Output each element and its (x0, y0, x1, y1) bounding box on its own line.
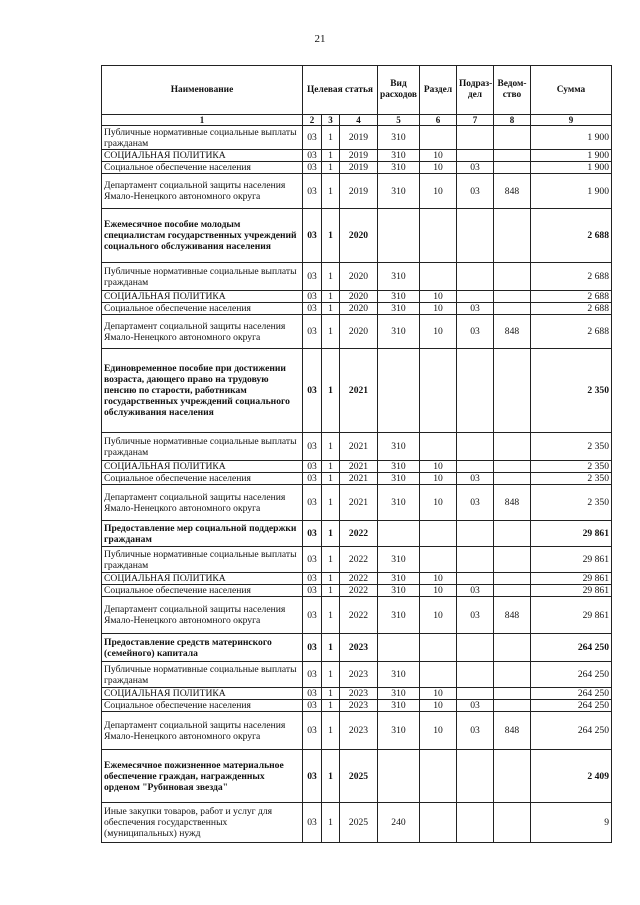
header-target: Целевая статья (303, 66, 378, 115)
row-name: Ежемесячное пособие молодым специалистам государственных учреждений социального обслуживания населения (102, 209, 303, 263)
row-amount: 264 250 (531, 712, 612, 750)
table-row (102, 263, 612, 291)
table-row (102, 174, 612, 209)
row-target-part3: 2022 (340, 573, 378, 585)
table-row (102, 303, 612, 315)
row-target-part3: 2022 (340, 521, 378, 547)
row-target-part3: 2019 (340, 150, 378, 162)
table-row (102, 485, 612, 521)
row-target-part1: 03 (303, 303, 322, 315)
table-row (102, 315, 612, 349)
row-department (494, 150, 531, 162)
row-name: СОЦИАЛЬНАЯ ПОЛИТИКА (102, 688, 303, 700)
table-row (102, 433, 612, 461)
row-target-part3: 2021 (340, 473, 378, 485)
row-target-part2: 1 (322, 461, 340, 473)
row-target-part2: 1 (322, 521, 340, 547)
row-name: Департамент социальной защиты населения Ямало-Ненецкого автономного округа (102, 174, 303, 209)
row-name: Социальное обеспечение населения (102, 303, 303, 315)
row-amount: 2 688 (531, 303, 612, 315)
row-target-part2: 1 (322, 688, 340, 700)
row-department (494, 547, 531, 573)
row-name: Ежемесячное пожизненное материальное обеспечение граждан, награжденных орденом "Рубиновая звезда" (102, 750, 303, 803)
row-amount: 29 861 (531, 547, 612, 573)
row-department: 848 (494, 485, 531, 521)
row-department (494, 162, 531, 174)
row-target-part2: 1 (322, 662, 340, 688)
row-expense-type: 310 (378, 315, 420, 349)
column-number: 2 (303, 115, 322, 126)
row-target-part3: 2023 (340, 700, 378, 712)
row-department (494, 461, 531, 473)
row-target-part3: 2020 (340, 263, 378, 291)
row-expense-type (378, 521, 420, 547)
row-name: Предоставление мер социальной поддержки гражданам (102, 521, 303, 547)
row-section (420, 803, 457, 843)
table-row (102, 688, 612, 700)
row-target-part2: 1 (322, 263, 340, 291)
row-name: Публичные нормативные социальные выплаты гражданам (102, 547, 303, 573)
row-amount: 2 688 (531, 209, 612, 263)
row-amount: 1 900 (531, 126, 612, 150)
row-name: Публичные нормативные социальные выплаты гражданам (102, 263, 303, 291)
row-target-part2: 1 (322, 473, 340, 485)
row-name: Иные закупки товаров, работ и услуг для обеспечения государственных (муниципальных) нужд (102, 803, 303, 843)
column-number: 8 (494, 115, 531, 126)
column-number: 4 (340, 115, 378, 126)
row-subsection (457, 126, 494, 150)
row-target-part3: 2023 (340, 688, 378, 700)
row-expense-type: 310 (378, 303, 420, 315)
row-name: Социальное обеспечение населения (102, 473, 303, 485)
row-target-part3: 2019 (340, 162, 378, 174)
row-amount: 2 350 (531, 349, 612, 433)
row-department (494, 573, 531, 585)
row-subsection: 03 (457, 712, 494, 750)
row-name: Публичные нормативные социальные выплаты гражданам (102, 433, 303, 461)
table-row (102, 597, 612, 634)
row-target-part2: 1 (322, 349, 340, 433)
row-section (420, 750, 457, 803)
row-amount: 2 350 (531, 473, 612, 485)
row-name: Департамент социальной защиты населения Ямало-Ненецкого автономного округа (102, 712, 303, 750)
row-expense-type: 310 (378, 150, 420, 162)
row-section (420, 521, 457, 547)
row-target-part2: 1 (322, 750, 340, 803)
row-expense-type: 310 (378, 712, 420, 750)
row-department (494, 433, 531, 461)
row-subsection (457, 209, 494, 263)
row-subsection (457, 433, 494, 461)
row-target-part2: 1 (322, 303, 340, 315)
row-target-part1: 03 (303, 162, 322, 174)
row-target-part1: 03 (303, 461, 322, 473)
row-section: 10 (420, 461, 457, 473)
row-target-part1: 03 (303, 700, 322, 712)
row-amount: 2 688 (531, 291, 612, 303)
row-target-part1: 03 (303, 634, 322, 662)
row-expense-type (378, 349, 420, 433)
row-subsection: 03 (457, 174, 494, 209)
row-amount: 2 409 (531, 750, 612, 803)
row-section: 10 (420, 573, 457, 585)
row-department (494, 803, 531, 843)
row-section (420, 209, 457, 263)
header-expense-type: Вид расходов (378, 66, 420, 115)
row-target-part3: 2020 (340, 291, 378, 303)
header-name: Наименование (102, 66, 303, 115)
row-expense-type: 310 (378, 585, 420, 597)
row-section: 10 (420, 303, 457, 315)
table-row (102, 126, 612, 150)
row-target-part1: 03 (303, 433, 322, 461)
row-target-part1: 03 (303, 349, 322, 433)
row-target-part1: 03 (303, 688, 322, 700)
table-row (102, 585, 612, 597)
row-department (494, 263, 531, 291)
row-subsection (457, 547, 494, 573)
row-target-part1: 03 (303, 126, 322, 150)
row-department (494, 585, 531, 597)
row-name: Единовременное пособие при достижении возраста, дающего право на трудовую пенсию по старости, работникам государственных учреждений социального обслуживания населения (102, 349, 303, 433)
row-department: 848 (494, 315, 531, 349)
row-section: 10 (420, 700, 457, 712)
table-row (102, 700, 612, 712)
row-subsection (457, 573, 494, 585)
row-target-part2: 1 (322, 700, 340, 712)
row-target-part1: 03 (303, 209, 322, 263)
table-row (102, 573, 612, 585)
row-amount: 264 250 (531, 662, 612, 688)
table-body (102, 126, 612, 843)
row-target-part2: 1 (322, 150, 340, 162)
row-section: 10 (420, 291, 457, 303)
row-target-part2: 1 (322, 209, 340, 263)
row-amount: 2 350 (531, 485, 612, 521)
row-name: Социальное обеспечение населения (102, 162, 303, 174)
row-section: 10 (420, 485, 457, 521)
row-expense-type: 310 (378, 263, 420, 291)
row-target-part3: 2021 (340, 433, 378, 461)
row-department (494, 662, 531, 688)
row-target-part1: 03 (303, 174, 322, 209)
row-department (494, 634, 531, 662)
row-subsection (457, 688, 494, 700)
row-name: Публичные нормативные социальные выплаты гражданам (102, 662, 303, 688)
row-department (494, 700, 531, 712)
row-subsection (457, 662, 494, 688)
row-expense-type: 310 (378, 547, 420, 573)
row-target-part2: 1 (322, 174, 340, 209)
header-section: Раздел (420, 66, 457, 115)
row-target-part3: 2023 (340, 634, 378, 662)
column-number: 3 (322, 115, 340, 126)
row-section (420, 547, 457, 573)
row-target-part2: 1 (322, 585, 340, 597)
row-name: Социальное обеспечение населения (102, 585, 303, 597)
row-subsection (457, 521, 494, 547)
row-department (494, 750, 531, 803)
row-department (494, 688, 531, 700)
row-section (420, 433, 457, 461)
table-row (102, 803, 612, 843)
row-section: 10 (420, 473, 457, 485)
row-expense-type: 310 (378, 662, 420, 688)
row-target-part1: 03 (303, 521, 322, 547)
column-number: 7 (457, 115, 494, 126)
table-row (102, 291, 612, 303)
row-subsection (457, 634, 494, 662)
row-amount: 1 900 (531, 174, 612, 209)
row-target-part1: 03 (303, 662, 322, 688)
row-amount: 29 861 (531, 585, 612, 597)
row-target-part3: 2022 (340, 597, 378, 634)
row-section: 10 (420, 174, 457, 209)
row-subsection (457, 461, 494, 473)
table-row (102, 521, 612, 547)
row-target-part1: 03 (303, 547, 322, 573)
row-target-part1: 03 (303, 597, 322, 634)
row-target-part2: 1 (322, 803, 340, 843)
row-expense-type (378, 750, 420, 803)
row-amount: 29 861 (531, 521, 612, 547)
table-row (102, 162, 612, 174)
row-department (494, 291, 531, 303)
row-target-part2: 1 (322, 597, 340, 634)
row-amount: 2 688 (531, 263, 612, 291)
row-amount: 2 688 (531, 315, 612, 349)
row-target-part1: 03 (303, 315, 322, 349)
row-expense-type: 310 (378, 174, 420, 209)
row-section: 10 (420, 150, 457, 162)
row-section: 10 (420, 585, 457, 597)
row-section: 10 (420, 315, 457, 349)
row-subsection: 03 (457, 315, 494, 349)
row-name: СОЦИАЛЬНАЯ ПОЛИТИКА (102, 573, 303, 585)
row-subsection (457, 803, 494, 843)
row-target-part2: 1 (322, 162, 340, 174)
row-expense-type: 310 (378, 162, 420, 174)
row-name: Департамент социальной защиты населения Ямало-Ненецкого автономного округа (102, 315, 303, 349)
row-section: 10 (420, 688, 457, 700)
table-row (102, 209, 612, 263)
row-target-part3: 2022 (340, 547, 378, 573)
table-row (102, 712, 612, 750)
row-amount: 1 900 (531, 162, 612, 174)
row-expense-type: 310 (378, 473, 420, 485)
row-expense-type: 310 (378, 433, 420, 461)
row-subsection: 03 (457, 303, 494, 315)
row-expense-type: 310 (378, 461, 420, 473)
row-target-part2: 1 (322, 485, 340, 521)
row-target-part2: 1 (322, 573, 340, 585)
row-section (420, 662, 457, 688)
row-amount: 264 250 (531, 700, 612, 712)
row-target-part2: 1 (322, 547, 340, 573)
row-expense-type: 310 (378, 688, 420, 700)
row-department: 848 (494, 712, 531, 750)
row-expense-type: 310 (378, 126, 420, 150)
row-target-part2: 1 (322, 433, 340, 461)
row-subsection: 03 (457, 597, 494, 634)
row-subsection: 03 (457, 473, 494, 485)
row-section: 10 (420, 712, 457, 750)
header-row (102, 66, 612, 115)
row-amount: 9 (531, 803, 612, 843)
table-row (102, 150, 612, 162)
row-target-part1: 03 (303, 585, 322, 597)
table-row (102, 349, 612, 433)
row-target-part1: 03 (303, 750, 322, 803)
row-expense-type: 310 (378, 573, 420, 585)
column-number: 6 (420, 115, 457, 126)
row-target-part1: 03 (303, 485, 322, 521)
row-section: 10 (420, 597, 457, 634)
row-target-part2: 1 (322, 712, 340, 750)
table-row (102, 750, 612, 803)
row-target-part1: 03 (303, 803, 322, 843)
row-target-part3: 2021 (340, 485, 378, 521)
row-amount: 29 861 (531, 597, 612, 634)
row-subsection (457, 150, 494, 162)
row-amount: 264 250 (531, 634, 612, 662)
row-target-part3: 2022 (340, 585, 378, 597)
row-target-part1: 03 (303, 473, 322, 485)
row-target-part3: 2025 (340, 750, 378, 803)
column-number-row (102, 115, 612, 126)
page-number: 21 (314, 33, 326, 45)
row-subsection: 03 (457, 585, 494, 597)
row-target-part3: 2020 (340, 303, 378, 315)
row-subsection (457, 349, 494, 433)
row-name: СОЦИАЛЬНАЯ ПОЛИТИКА (102, 461, 303, 473)
row-name: Департамент социальной защиты населения Ямало-Ненецкого автономного округа (102, 597, 303, 634)
row-name: Предоставление средств материнского (семейного) капитала (102, 634, 303, 662)
row-subsection (457, 750, 494, 803)
row-section (420, 634, 457, 662)
row-expense-type: 310 (378, 597, 420, 634)
row-section: 10 (420, 162, 457, 174)
header-amount: Сумма (531, 66, 612, 115)
row-expense-type: 240 (378, 803, 420, 843)
table-row (102, 547, 612, 573)
row-department (494, 349, 531, 433)
row-expense-type: 310 (378, 700, 420, 712)
row-expense-type (378, 209, 420, 263)
row-target-part2: 1 (322, 126, 340, 150)
column-number: 9 (531, 115, 612, 126)
row-expense-type: 310 (378, 485, 420, 521)
row-expense-type (378, 634, 420, 662)
row-target-part2: 1 (322, 291, 340, 303)
row-department: 848 (494, 597, 531, 634)
row-amount: 1 900 (531, 150, 612, 162)
row-department (494, 209, 531, 263)
row-department (494, 521, 531, 547)
row-amount: 2 350 (531, 461, 612, 473)
row-target-part1: 03 (303, 150, 322, 162)
row-subsection: 03 (457, 485, 494, 521)
row-name: Публичные нормативные социальные выплаты гражданам (102, 126, 303, 150)
row-subsection: 03 (457, 700, 494, 712)
row-target-part3: 2020 (340, 209, 378, 263)
row-target-part1: 03 (303, 712, 322, 750)
row-target-part3: 2021 (340, 349, 378, 433)
column-number: 5 (378, 115, 420, 126)
row-name: СОЦИАЛЬНАЯ ПОЛИТИКА (102, 150, 303, 162)
budget-table (101, 65, 612, 843)
header-subsection: Подраз-дел (457, 66, 494, 115)
row-amount: 264 250 (531, 688, 612, 700)
row-target-part1: 03 (303, 263, 322, 291)
table-row (102, 634, 612, 662)
row-name: Департамент социальной защиты населения Ямало-Ненецкого автономного округа (102, 485, 303, 521)
table-row (102, 473, 612, 485)
row-department (494, 473, 531, 485)
column-number: 1 (102, 115, 303, 126)
row-target-part3: 2020 (340, 315, 378, 349)
row-expense-type: 310 (378, 291, 420, 303)
row-name: Социальное обеспечение населения (102, 700, 303, 712)
row-target-part2: 1 (322, 634, 340, 662)
row-name: СОЦИАЛЬНАЯ ПОЛИТИКА (102, 291, 303, 303)
row-target-part1: 03 (303, 573, 322, 585)
header-department: Ведом-ство (494, 66, 531, 115)
row-target-part1: 03 (303, 291, 322, 303)
table-row (102, 662, 612, 688)
row-amount: 29 861 (531, 573, 612, 585)
row-target-part3: 2019 (340, 174, 378, 209)
row-section (420, 126, 457, 150)
row-subsection: 03 (457, 162, 494, 174)
row-target-part2: 1 (322, 315, 340, 349)
row-subsection (457, 263, 494, 291)
row-section (420, 263, 457, 291)
row-target-part3: 2023 (340, 662, 378, 688)
row-target-part3: 2023 (340, 712, 378, 750)
row-amount: 2 350 (531, 433, 612, 461)
row-department: 848 (494, 174, 531, 209)
row-subsection (457, 291, 494, 303)
row-department (494, 126, 531, 150)
row-department (494, 303, 531, 315)
row-target-part3: 2021 (340, 461, 378, 473)
row-section (420, 349, 457, 433)
table-row (102, 461, 612, 473)
row-target-part3: 2019 (340, 126, 378, 150)
row-target-part3: 2025 (340, 803, 378, 843)
